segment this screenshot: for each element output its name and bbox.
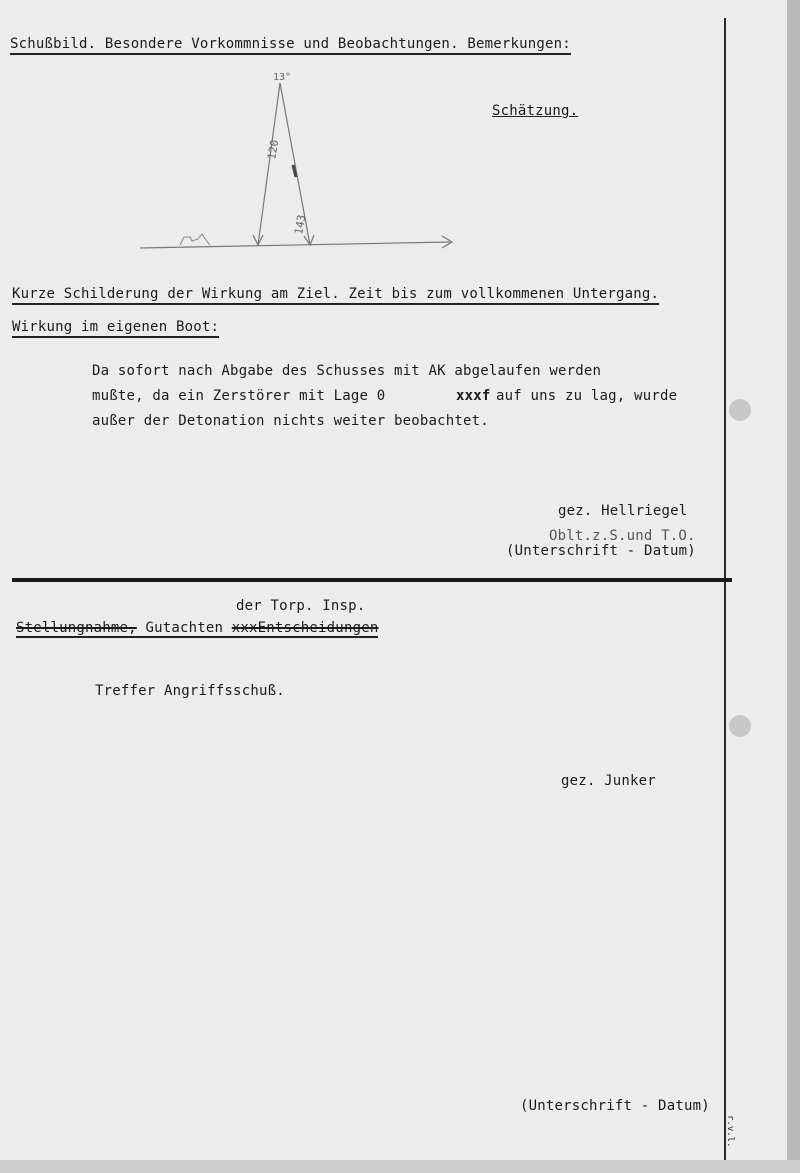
own-boat-heading: Wirkung im eigenen Boot: [12,319,219,338]
effect-text-line-1: Da sofort nach Abgabe des Schusses mit AK abgelaufen werden [92,363,602,379]
signature-rank: Oblt.z.S.und T.O. [549,528,696,544]
effect-text-line-3: außer der Detonation nichts weiter beobachtet. [92,413,489,429]
sketch-label-left: 120 [265,138,282,161]
effect-text-line-2: mußte, da ein Zerstörer mit Lage 0 [92,388,386,404]
opinion-heading-text: Gutachten [145,620,224,636]
sketch-label-top: 13° [273,72,292,83]
punch-hole-lower [729,715,751,737]
signature-hellriegel: gez. Hellriegel [558,503,688,519]
struck-suffix: xxxEntscheidungen [231,620,379,636]
right-margin-rule [724,18,726,1160]
shot-sketch [130,55,470,255]
page-edge-right [787,0,800,1173]
struck-prefix: Stellungnahme, [16,620,137,636]
estimate-label: Schätzung. [492,103,579,119]
punch-hole-upper [729,399,751,421]
signature-caption-bottom: (Unterschrift - Datum) [520,1098,710,1114]
section-title: Schußbild. Besondere Vorkommnisse und Beobachtungen. Bemerkungen: [10,36,571,55]
effect-text-line-2b: auf uns zu lag, wurde [496,388,678,404]
target-effect-heading: Kurze Schilderung der Wirkung am Ziel. Zeit bis zum vollkommenen Untergang. [12,286,659,305]
page-edge-bottom [0,1160,800,1173]
struck-word: xxxf [456,388,491,404]
signature-junker: gez. Junker [561,773,656,789]
opinion-heading [16,620,378,638]
signature-caption-top: (Unterschrift - Datum) [506,543,696,559]
margin-note: r.v.l. [725,1115,735,1148]
section-divider [12,578,732,582]
verdict-text: Treffer Angriffsschuß. [95,683,285,699]
sketch-label-right: 143 [292,213,309,236]
inspectorate-label: der Torp. Insp. [236,598,366,614]
